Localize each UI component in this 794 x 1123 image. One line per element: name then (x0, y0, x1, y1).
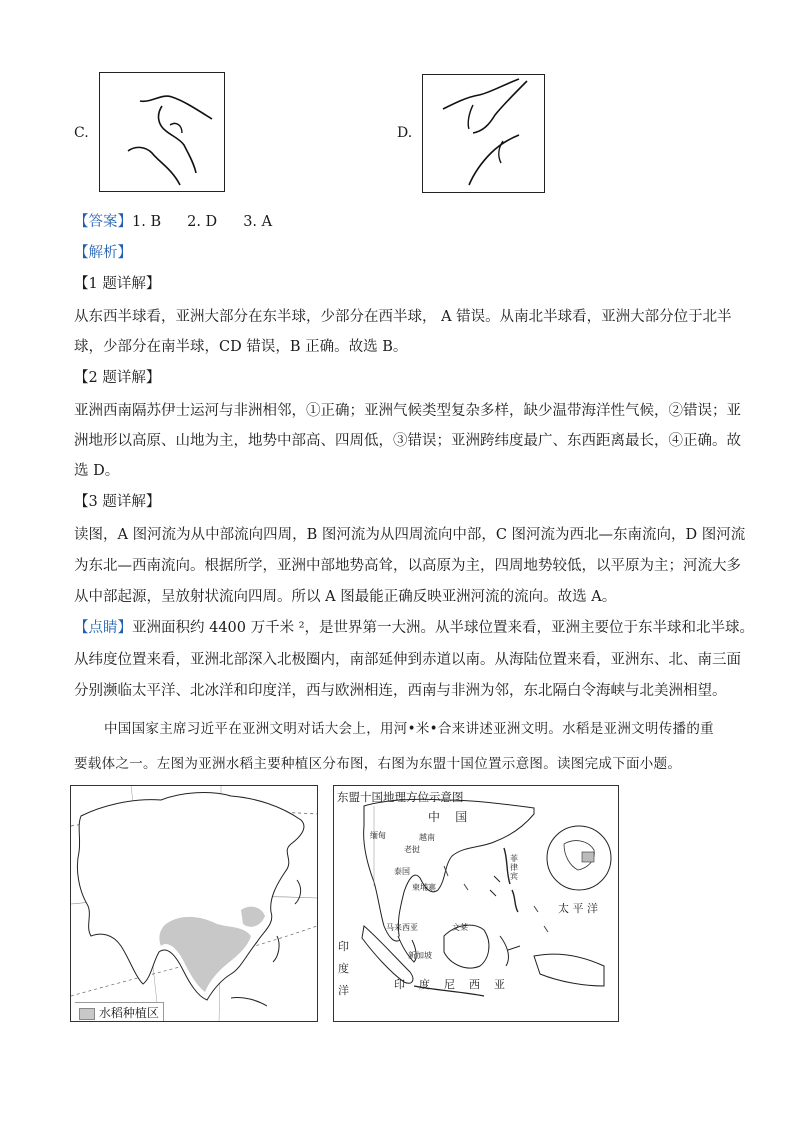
option-c-river-map (99, 72, 225, 192)
q2-heading: 【2 题详解】 (74, 370, 161, 386)
prompt-line: 要载体之一。左图为亚洲水稻主要种植区分布图，右图为东盟十国位置示意图。读图完成下面小题。 (74, 756, 682, 772)
rice-legend (75, 1002, 164, 1022)
label-thailand: 泰国 (394, 867, 410, 876)
q3-text-line: 读图，A 图河流为从中部流向四周，B 图河流为从四周流向中部，C 图河流为西北—东南流向，D 图河流 (74, 527, 746, 543)
label-singapore: 新加坡 (408, 951, 432, 960)
option-c-label: C. (74, 125, 89, 141)
label-vietnam: 越南 (419, 833, 435, 842)
q3-text-line: 从中部起源，呈放射状流向四周。所以 A 图最能正确反映亚洲河流的流向。故选 A。 (74, 589, 617, 605)
asia-map-drawing (71, 786, 317, 1021)
q1-heading: 【1 题详解】 (74, 276, 161, 292)
rice-legend-swatch (79, 1008, 95, 1020)
answer-item: 3. A (243, 214, 273, 230)
prompt-line: 中国国家主席习近平在亚洲文明对话大会上，用河•米•合来讲述亚洲文明。水稻是亚洲文明传播的重 (104, 721, 714, 737)
q1-text-line: 球，少部分在南半球，CD 错误，B 正确。故选 B。 (74, 339, 408, 355)
label-china: 中 国 (428, 810, 468, 824)
asean-map-title: 东盟十国地理方位示意图 (337, 790, 464, 804)
point-text-line: 从纬度位置来看，亚洲北部深入北极圈内，南部延伸到赤道以南。从海陆位置来看，亚洲东、北、南三面 (74, 652, 741, 668)
option-d-river-map (422, 74, 545, 193)
asia-rice-map (70, 785, 318, 1022)
label-laos: 老挝 (404, 845, 420, 854)
point-text-line: 分别濒临太平洋、北冰洋和印度洋，西与欧洲相连，西南与非洲为邻，东北隔白令海峡与北美洲相望。 (74, 683, 727, 699)
option-c-rivers (100, 73, 224, 191)
asean-map (333, 785, 619, 1022)
label-cambodia: 柬埔寨 (412, 883, 436, 892)
label-pacific: 太 平 洋 (558, 902, 598, 915)
point-line (74, 618, 754, 638)
label-indian-ocean: 印 度 洋 (338, 940, 349, 997)
q2-text-line: 亚洲西南隔苏伊士运河与非洲相邻，①正确；亚洲气候类型复杂多样，缺少温带海洋性气候，②错误；亚 (74, 403, 741, 419)
label-brunei: 文莱 (452, 923, 468, 932)
q3-text-line: 为东北—西南流向。根据所学，亚洲中部地势高耸，以高原为主，四周地势较低，以平原为主；河流大多 (74, 558, 741, 574)
q1-text-line: 从东西半球看，亚洲大部分在东半球，少部分在西半球， A 错误。从南北半球看，亚洲大部分位于北半 (74, 309, 732, 325)
label-indonesia: 印 度 尼 西 亚 (394, 978, 505, 991)
label-philippines: 菲 律 宾 (510, 854, 518, 881)
q2-text-line: 选 D。 (74, 463, 120, 479)
q2-text-line: 洲地形以高原、山地为主，地势中部高、四周低，③错误；亚洲跨纬度最广、东西距离最长，④正确。故 (74, 433, 741, 449)
label-myanmar: 缅甸 (370, 831, 386, 840)
option-d-rivers (423, 75, 544, 192)
option-d-label: D. (397, 125, 413, 141)
q3-heading: 【3 题详解】 (74, 494, 161, 510)
answer-line (74, 212, 272, 232)
rice-legend-label: 水稻种植区 (98, 1006, 159, 1020)
answer-item: 2. D (187, 214, 218, 230)
answer-tag: 【答案】 (74, 214, 132, 230)
answer-item: 1. B (132, 214, 162, 230)
label-malaysia: 马来西亚 (386, 923, 418, 932)
point-tag: 【点睛】 (74, 620, 132, 636)
analysis-tag: 【解析】 (74, 245, 132, 261)
point-text: 亚洲面积约 4400 万千米 ²，是世界第一大洲。从半球位置来看，亚洲主要位于东半球和北半球。 (132, 620, 755, 636)
